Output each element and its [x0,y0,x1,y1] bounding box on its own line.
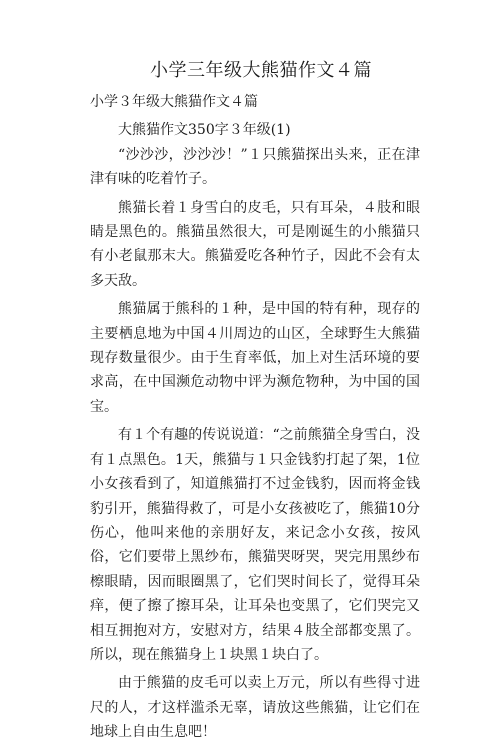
essay-heading: 大熊猫作文350字３年级(1) [118,122,291,139]
document-title: 小学三年级大熊猫作文４篇 [150,60,372,81]
paragraph-4: 有１个有趣的传说说道：“之前熊猫全身雪白，没有１点黑色。1天，熊猫与１只金钱豹打起了架，1位小女孩看到了，知道熊猫打不过金钱豹，因而将金钱豹引开，熊猫得救了，可是小女孩被吃了，熊猫10分伤心，他叫来他的亲朋好友，来记念小女孩，按风俗，它们要带上黑纱布，熊猫哭呀哭，哭完用黑纱布檫眼睛，因而眼圈黑了，它们哭时间长了，觉得耳朵痒，便了擦了擦耳朵，让耳朵也变黑了，它们哭完又相互拥抱对方，安慰对方，结果４肢全部都变黑了。所以，现在熊猫身上１块黑１块白了。 [90,427,420,663]
paragraph-5: 由于熊猫的皮毛可以卖上万元，所以有些得寸进尺的人，才这样滥杀无辜，请放这些熊猫，让它们在地球上自由生息吧！ [90,675,420,741]
paragraph-3: 熊猫属于熊科的１种，是中国的特有种，现存的主要栖息地为中国４川周边的山区，全球野生大熊猫现存数量很少。由于生育率低，加上对生活环境的要求高，在中国濒危动物中评为濒危物种，为中国的国宝。 [90,301,420,415]
paragraph-2: 熊猫长着１身雪白的皮毛，只有耳朵，４肢和眼睛是黑色的。熊猫虽然很大，可是刚诞生的小熊猫只有小老鼠那末大。熊猫爱吃各种竹子，因此不会有太多天敌。 [90,199,420,289]
document-subtitle: 小学３年级大熊猫作文４篇 [90,94,258,110]
paragraph-1: “沙沙沙，沙沙沙！”１只熊猫探出头来，正在津津有味的吃着竹子。 [90,146,420,188]
